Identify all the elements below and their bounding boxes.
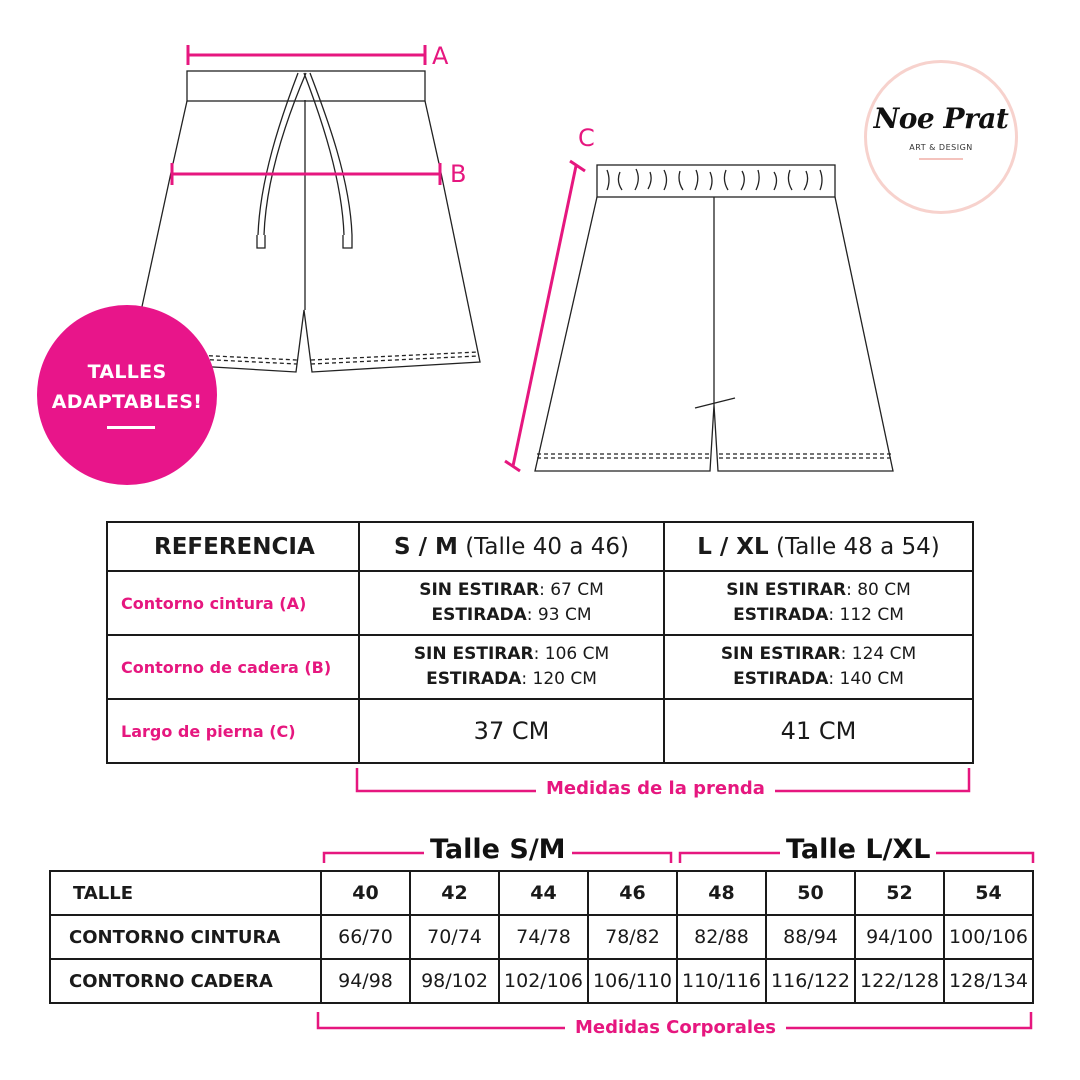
- table-row: [50, 959, 1033, 1003]
- measure-value: : 124 CM: [840, 644, 917, 664]
- size-lxl-range: (Talle 48 a 54): [776, 533, 940, 560]
- table-cell: 94/100: [855, 915, 944, 959]
- size-header-label: TALLE: [50, 871, 321, 915]
- table-cell: 100/106: [944, 915, 1033, 959]
- badge-line-1: TALLES: [87, 361, 167, 383]
- measure-key: SIN ESTIRAR: [413, 644, 534, 664]
- table-cell: 82/88: [677, 915, 766, 959]
- size-sm-header: [359, 522, 664, 571]
- table-row: [107, 571, 973, 635]
- size-52: 52: [855, 871, 944, 915]
- dimension-label-b: B: [450, 160, 467, 188]
- measure-value: : 93 CM: [526, 605, 592, 625]
- row-label-body-waist: CONTORNO CINTURA: [50, 915, 321, 959]
- adaptable-sizes-badge: [37, 305, 217, 485]
- badge-divider: [107, 426, 155, 429]
- logo-name: Noe Prat: [873, 102, 1009, 135]
- row-label-hip: Contorno de cadera (B): [107, 635, 359, 699]
- measure-value: : 140 CM: [828, 669, 904, 689]
- garment-measurements-caption: Medidas de la prenda: [536, 780, 775, 798]
- body-measurements-table: [49, 870, 1034, 1004]
- table-cell: 110/116: [677, 959, 766, 1003]
- table-cell: 70/74: [410, 915, 499, 959]
- size-50: 50: [766, 871, 855, 915]
- measure-key: ESTIRADA: [431, 605, 527, 625]
- waist-lxl-cell: [664, 571, 973, 635]
- table-cell: 98/102: [410, 959, 499, 1003]
- measure-key: ESTIRADA: [733, 605, 829, 625]
- row-label-body-hip: CONTORNO CADERA: [50, 959, 321, 1003]
- size-42: 42: [410, 871, 499, 915]
- measure-key: SIN ESTIRAR: [720, 644, 841, 664]
- table-row: [50, 915, 1033, 959]
- brand-logo: [864, 60, 1018, 214]
- measure-value: : 120 CM: [521, 669, 597, 689]
- logo-divider: [919, 158, 963, 160]
- hip-sm-cell: [359, 635, 664, 699]
- body-measurements-caption: Medidas Corporales: [565, 1019, 786, 1037]
- table-cell: 116/122: [766, 959, 855, 1003]
- size-46: 46: [588, 871, 677, 915]
- size-sm-range: (Talle 40 a 46): [465, 533, 629, 560]
- measure-key: ESTIRADA: [733, 669, 829, 689]
- size-48: 48: [677, 871, 766, 915]
- measure-value: : 67 CM: [539, 580, 604, 600]
- table-cell: 66/70: [321, 915, 410, 959]
- measure-value: : 80 CM: [846, 580, 911, 600]
- dimension-label-a: A: [432, 42, 449, 70]
- table-header-row: [50, 871, 1033, 915]
- size-40: 40: [321, 871, 410, 915]
- group-title-lxl: Talle L/XL: [780, 836, 936, 863]
- table-cell: 88/94: [766, 915, 855, 959]
- group-title-sm: Talle S/M: [424, 836, 572, 863]
- table-row: [107, 699, 973, 763]
- reference-header: REFERENCIA: [107, 522, 359, 571]
- size-lxl-label: L / XL: [697, 533, 769, 560]
- table-cell: 122/128: [855, 959, 944, 1003]
- measure-key: ESTIRADA: [426, 669, 522, 689]
- leg-sm-cell: 37 CM: [359, 699, 664, 763]
- row-label-leg: Largo de pierna (C): [107, 699, 359, 763]
- table-cell: 102/106: [499, 959, 588, 1003]
- leg-lxl-cell: 41 CM: [664, 699, 973, 763]
- table-cell: 106/110: [588, 959, 677, 1003]
- garment-measurements-table: [106, 521, 974, 764]
- table-cell: 94/98: [321, 959, 410, 1003]
- dimension-label-c: C: [578, 124, 595, 152]
- table-cell: 74/78: [499, 915, 588, 959]
- waist-sm-cell: [359, 571, 664, 635]
- size-44: 44: [499, 871, 588, 915]
- table-cell: 78/82: [588, 915, 677, 959]
- back-shorts-drawing: [535, 165, 893, 471]
- measure-key: SIN ESTIRAR: [726, 580, 847, 600]
- size-54: 54: [944, 871, 1033, 915]
- measure-key: SIN ESTIRAR: [419, 580, 540, 600]
- hip-lxl-cell: [664, 635, 973, 699]
- table-row: [107, 635, 973, 699]
- size-sm-label: S / M: [394, 533, 458, 560]
- table-header-row: [107, 522, 973, 571]
- dimension-lines: [172, 42, 585, 471]
- measure-value: : 106 CM: [533, 644, 610, 664]
- measure-value: : 112 CM: [828, 605, 904, 625]
- badge-line-2: ADAPTABLES!: [51, 391, 203, 413]
- table-cell: 128/134: [944, 959, 1033, 1003]
- row-label-waist: Contorno cintura (A): [107, 571, 359, 635]
- logo-subtitle: ART & DESIGN: [909, 143, 973, 152]
- size-lxl-header: [664, 522, 973, 571]
